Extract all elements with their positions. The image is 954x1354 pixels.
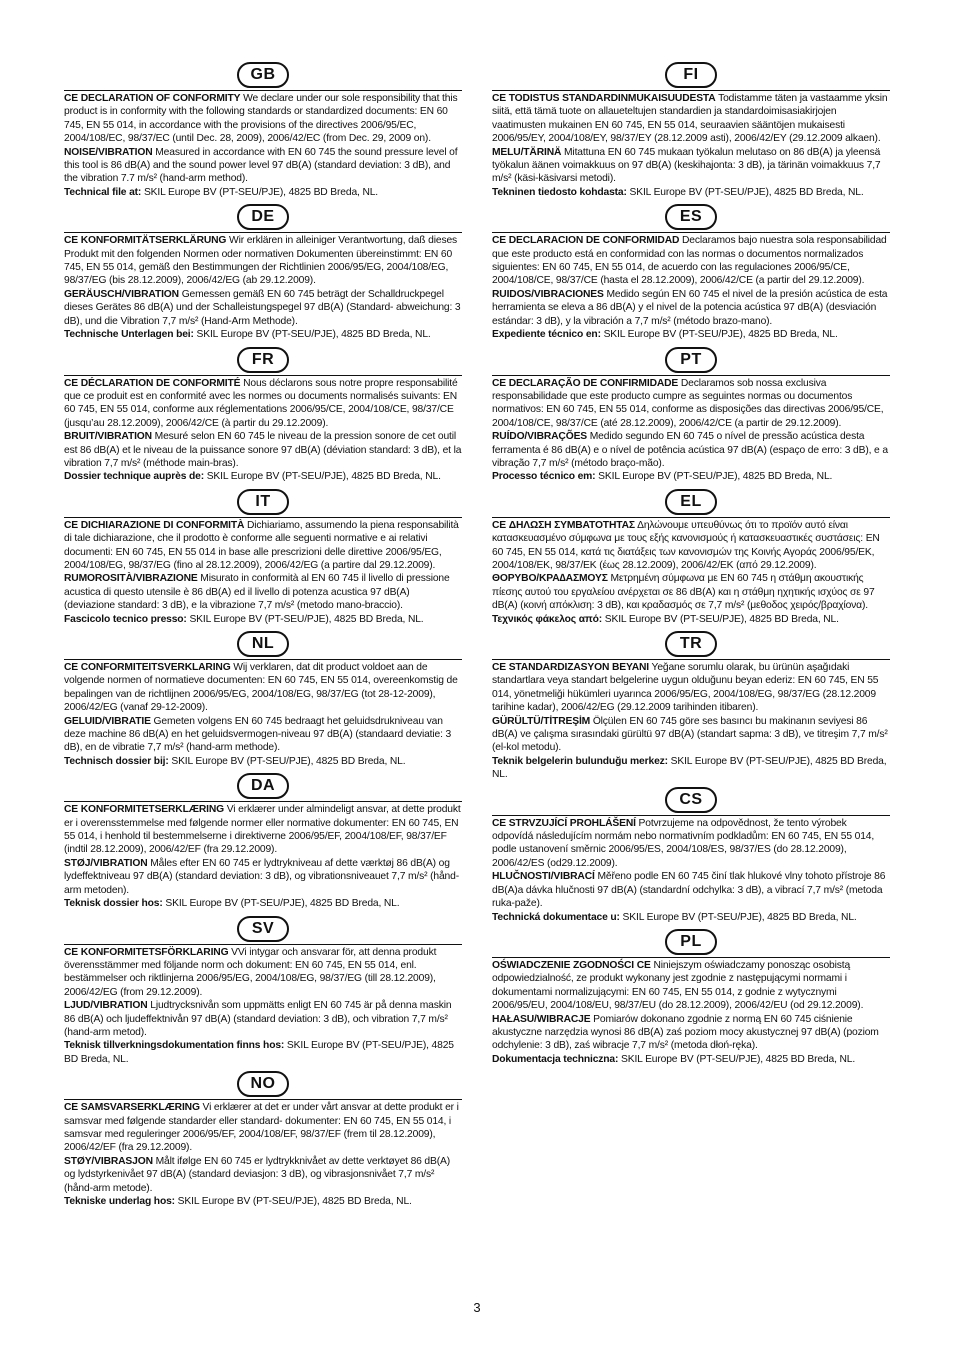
- language-badge-wrap: [492, 787, 890, 813]
- noise-vibration-text: Medido según EN 60 745 el nivel de la presión acústica de esta herramienta se eleva a 86 dB(A) y el nivel de la potencia acústica 97 dB(A) (desviación estándar: 3 dB), y la vibración a 7,7 m/s² (método brazo-mano).: [492, 288, 888, 327]
- declaration-paragraph: [492, 377, 890, 484]
- technical-file-address: SKIL Europe BV (PT-SEU/PJE), 4825 BD Breda, NL.: [165, 898, 400, 910]
- technical-file-address: SKIL Europe BV (PT-SEU/PJE), 4825 BD Breda, NL.: [143, 186, 379, 198]
- section-cs: [492, 787, 890, 924]
- noise-vibration-text: Misurato in conformità al EN 60 745 il livello di pressione acustica di questo utensile è 86 dB(A) ed il livello di potenza acustica 97 dB(A) (deviazione standard: 3 dB), e la vibrazione 7,7 m/s² (metodo mano-braccio).: [64, 573, 450, 612]
- technical-file-title: Teknik belgelerin bulunduğu merkez:: [492, 755, 668, 767]
- section-sv: [64, 916, 462, 1067]
- noise-vibration-title: GELUID/VIBRATIE: [64, 715, 151, 727]
- noise-vibration-title: RUÍDO/VIBRAÇÕES: [492, 431, 588, 443]
- noise-vibration-text: Gemessen gemäß EN 60 745 beträgt der Schalldruckpegel dieses Gerätes 86 dB(A) und der Schalleistungspegel 97 dB(A) (Standard- abweichung: 3 dB), und die Vibration 7,7 m/s² (Hand-Arm Methode).: [64, 288, 461, 327]
- technical-file-title: Technical file at:: [64, 186, 142, 198]
- technical-file-address: SKIL Europe BV (PT-SEU/PJE), 4825 BD Breda, NL.: [621, 1053, 856, 1065]
- noise-vibration-text: Medido segundo EN 60 745 o nível de pressão acústica desta ferramenta é 86 dB(A) e o nível de potência acústica 97 dB(A) (espaço de erro: 3 dB), e a vibração 7,7 m/s² (método braço-mão).: [492, 431, 888, 469]
- declaration-title: CE STRVZUJÍCÍ PROHLÁŠENÍ: [492, 817, 636, 829]
- declaration-title: CE DECLARACION DE CONFORMIDAD: [492, 235, 680, 247]
- declaration-paragraph: [64, 803, 462, 910]
- technical-file-address: SKIL Europe BV (PT-SEU/PJE), 4825 BD Breda, NL.: [629, 186, 864, 198]
- noise-vibration-text: Měřeno podle EN 60 745 činí tlak hlukové vlny tohoto přístroje 86 dB(A)a dávka hlučnosti 97 dB(A) (standardní odchylka: 3 dB), a vibrací 7,7 m/s² (metoda ruka-paže).: [492, 871, 886, 910]
- declaration-title: CE CONFORMITEITSVERKLARING: [64, 662, 231, 673]
- language-badge-wrap: [492, 489, 890, 515]
- language-code-badge: NO: [237, 1071, 289, 1097]
- language-badge-wrap: [492, 347, 890, 373]
- noise-vibration-title: RUIDOS/VIBRACIONES: [492, 288, 604, 300]
- noise-vibration-text: Pomiarów dokonano zgodnie z normą EN 60 745 ciśnienie akustyczne narzędzia wynosi 86 dB(A) zaś poziom mocy akustycznej 97 dB(A) (poziom odchylenie: 3 dB), zaś wibracje 7,7 m/s² (metoda dłoń-ręka).: [492, 1013, 879, 1052]
- section-pt: [492, 347, 890, 484]
- noise-vibration-title: NOISE/VIBRATION: [64, 146, 153, 158]
- language-code-badge: PT: [665, 347, 717, 373]
- section-divider: [64, 944, 462, 945]
- language-badge-wrap: [492, 631, 890, 657]
- language-code-badge: IT: [237, 489, 289, 515]
- declaration-text: Yeğane sorumlu olarak, bu ürünün aşağıdaki standartlara veya standart belgelerine uygun olduğunu beyan ederiz: EN 60 745, EN 55 014, yönetmeliği hükümleri uyarınca 2006/95/EG, 2004/108/EG, 98/37/EG (28.12.2009 tarihine kadar), 2006/42/EG (29.12.2009 tarihinden itibaren).: [492, 662, 879, 714]
- noise-vibration-title: STØJ/VIBRATION: [64, 857, 148, 869]
- right-column: [492, 62, 890, 1071]
- declaration-paragraph: [64, 1101, 462, 1208]
- section-divider: [492, 375, 890, 376]
- technical-file-title: Teknisk tillverkningsdokumentation finns hos:: [64, 1040, 285, 1052]
- declaration-text: Wir erklären in alleiniger Verantwortung, daß dieses Produkt mit den folgenden Normen oder normativen Dokumenten übereinstimmt: EN 60 745, EN 55 014, gemäß den Bestimmungen der Richtlinien 2006/95/EG, 2004/108/EG, 98/37/EG (bis 28.12.2009), 2006/42/EG (ab 29.12.2009).: [64, 235, 458, 287]
- technical-file-title: Technisch dossier bij:: [64, 755, 169, 767]
- declaration-paragraph: [64, 519, 462, 626]
- language-code-badge: PL: [665, 929, 717, 955]
- language-badge-wrap: [492, 204, 890, 230]
- noise-vibration-text: Ölçülen EN 60 745 göre ses basıncı bu makinanın seviyesi 86 dB(A) ve çalışma sırasındaki gürültü 97 dB(A) (standart sapma: 3 dB), ve titreşim 7,7 m/s² (el-kol metodu).: [492, 715, 888, 754]
- declaration-paragraph: [64, 234, 462, 341]
- section-divider: [492, 232, 890, 233]
- noise-vibration-title: GERÄUSCH/VIBRATION: [64, 288, 179, 300]
- section-divider: [492, 815, 890, 816]
- section-divider: [492, 957, 890, 958]
- declaration-title: CE KONFORMITÄTSERKLÄRUNG: [64, 235, 227, 247]
- language-badge-wrap: [64, 347, 462, 373]
- language-code-badge: NL: [237, 631, 289, 657]
- page-number: 3: [473, 1300, 481, 1315]
- declaration-title: CE DICHIARAZIONE DI CONFORMITÀ: [64, 519, 245, 531]
- declaration-title: CE DECLARAÇÃO DE CONFIRMIDADE: [492, 377, 679, 389]
- technical-file-address: SKIL Europe BV (PT-SEU/PJE), 4825 BD Breda, NL.: [603, 329, 838, 341]
- technical-file-title: Fascicolo tecnico presso:: [64, 613, 187, 625]
- noise-vibration-text: Measured in accordance with EN 60 745 the sound pressure level of this tool is 86 dB(A) and the sound power level 97 dB(A) (standard deviation: 3 dB), and the vibration 7.7 m/s² (hand-arm method).: [64, 146, 458, 185]
- declaration-text: Vi erklærer under almindeligt ansvar, at dette produkt er i overensstemmelse med følgende normer eller normative dokumenter: EN 60 745, EN 55 014, i henhold til bestemmelserne i direktiverne 2006/95/EF, 2004/108/EF, 98/37/EF (indtil 28.12.2009), 2006/42/EF (fra 29.12.2009).: [64, 804, 461, 856]
- section-divider: [64, 90, 462, 91]
- technical-file-address: SKIL Europe BV (PT-SEU/PJE), 4825 BD Breda, NL.: [196, 329, 431, 341]
- language-badge-wrap: [64, 489, 462, 515]
- left-column: [64, 62, 462, 1213]
- noise-vibration-text: Målt ifølge EN 60 745 er lydtrykknivået av dette verktøyet 86 dB(A) og lydstyrkenivået 97 dB(A) (standard deviasjon: 3 dB), og vibrasjonsnivået 7,7 m/s² (hånd-arm metode).: [64, 1155, 451, 1194]
- declaration-paragraph: [64, 661, 462, 768]
- declaration-title: CE ΔΗΛΩΣΗ ΣΥΜΒΑΤΟΤΗΤΑΣ: [492, 519, 635, 531]
- section-tr: [492, 631, 890, 782]
- declaration-paragraph: [492, 92, 890, 199]
- section-divider: [492, 90, 890, 91]
- language-code-badge: ES: [665, 204, 717, 230]
- language-code-badge: GB: [237, 62, 289, 88]
- technical-file-title: Tekniske underlag hos:: [64, 1196, 175, 1207]
- technical-file-address: SKIL Europe BV (PT-SEU/PJE), 4825 BD Breda, NL.: [206, 471, 441, 483]
- declaration-text: Δηλώνουμε υπευθύνως ότι το προϊόν αυτό είναι κατασκευασμένο σύμφωνα με τους εξής κανονισμούς ή κατασκευαστικές συστάσεις: EN 60 745, EN 55 014, κατά τις διατάξεις των κανονισμών της Κοινής Αγοράς 2006/95/ΕΚ, 2004/108/ΕΚ, 98/37/ΕΚ (έως 28.12.2009), 2006/42/ΕΚ (από 29.12.2009).: [492, 519, 880, 571]
- noise-vibration-text: Gemeten volgens EN 60 745 bedraagt het geluidsdrukniveau van deze machine 86 dB(A) en het geluidsvermogen-niveau 97 dB(A) (standaard deviatie: 3 dB), en de vibratie 7,7 m/s² (hand-arm methode).: [64, 715, 452, 754]
- section-divider: [64, 517, 462, 518]
- technical-file-title: Dossier technique auprès de:: [64, 471, 204, 483]
- noise-vibration-text: Måles efter EN 60 745 er lydtrykniveau af dette værktøj 86 dB(A) og lydeffektniveau 97 dB(A) (standard deviation: 3 dB), og vibrationsniveauet 7,7 m/s² (hånd-arm metoden).: [64, 857, 459, 896]
- declaration-title: CE STANDARDIZASYON BEYANI: [492, 662, 650, 673]
- noise-vibration-title: BRUIT/VIBRATION: [64, 431, 152, 443]
- declaration-paragraph: [492, 959, 890, 1066]
- technical-file-address: SKIL Europe BV (PT-SEU/PJE), 4825 BD Breda, NL.: [64, 1040, 454, 1065]
- section-divider: [64, 1099, 462, 1100]
- section-da: [64, 773, 462, 910]
- declaration-title: CE DÉCLARATION DE CONFORMITÉ: [64, 377, 241, 389]
- language-code-badge: SV: [237, 916, 289, 942]
- declaration-paragraph: [64, 946, 462, 1067]
- declaration-title: CE TODISTUS STANDARDINMUKAISUUDESTA: [492, 93, 716, 104]
- language-badge-wrap: [64, 204, 462, 230]
- declaration-text: Wij verklaren, dat dit product voldoet aan de volgende normen of normatieve documenten: EN 60 745, EN 55 014, overeenkomstig de bepalingen van de richtlijnen 2006/95/EG, 2004/108/EG, 98/37/EG (tot 28-12-2009), 2006/42/EG (vanaf 29-12-2009).: [64, 662, 458, 714]
- language-badge-wrap: [64, 916, 462, 942]
- declaration-text: Dichiariamo, assumendo la piena responsabilità di tale dichiarazione, che il prodotto è conforme alle seguenti normative e ai relativi documenti: EN 60 745, EN 55 014 in base alle prescrizioni delle direttive 2006/95/EG, 2004/108/EG, 98/37/EG (fino al 28.12.2009), 2006/42/EG (a partire dal 29.12.2009).: [64, 519, 459, 571]
- noise-vibration-text: Μετρημένη σύμφωνα με EN 60 745 η στάθμη ακουστικής πίεσης αυτού του εργαλείου ανέρχεται σε 86 dB(A) και η στάθμη ηχητικής ισχύος σε 97 dB(A) (κοινή απόκλιση: 3 dB), και κραδασμός σε 7,7 m/s² (μεθοδος χειρός/βραχίονα).: [492, 573, 875, 612]
- technical-file-title: Τεχνικός φάκελος από:: [492, 613, 603, 625]
- technical-file-address: SKIL Europe BV (PT-SEU/PJE), 4825 BD Breda, NL.: [598, 471, 833, 483]
- technical-file-address: SKIL Europe BV (PT-SEU/PJE), 4825 BD Breda, NL.: [189, 613, 424, 625]
- noise-vibration-title: STØY/VIBRASJON: [64, 1155, 153, 1167]
- declaration-paragraph: [64, 92, 462, 199]
- technical-file-title: Tekninen tiedosto kohdasta:: [492, 186, 627, 198]
- technical-file-title: Technická dokumentace u:: [492, 911, 620, 923]
- noise-vibration-title: HAŁASU/WIBRACJE: [492, 1013, 591, 1025]
- declaration-text: Nous déclarons sous notre propre responsabilité que ce produit est en conformité avec les normes ou documents normalisés suivants: EN 60 745, EN 55 014, conforme aux réglementations 2006/95/CE, 2004/108/CE, 98/37/CE (jusqu’au 28.12.2009), 2006/42/CE (à partir du 29.12.2009).: [64, 377, 458, 429]
- section-no: [64, 1071, 462, 1208]
- language-badge-wrap: [64, 62, 462, 88]
- language-badge-wrap: [64, 1071, 462, 1097]
- section-nl: [64, 631, 462, 768]
- language-code-badge: EL: [665, 489, 717, 515]
- section-pl: [492, 929, 890, 1066]
- noise-vibration-text: Mesuré selon EN 60 745 le niveau de la pression sonore de cet outil est 86 dB(A) et le niveau de la puissance sonore 97 dB(A) (déviation standard: 3 dB), et la vibration 7,7 m/s² (méthode main-bras).: [64, 431, 462, 469]
- technical-file-title: Teknisk dossier hos:: [64, 898, 163, 910]
- noise-vibration-title: MELU/TÄRINÄ: [492, 146, 562, 158]
- declaration-title: CE SAMSVARSERKLÆRING: [64, 1102, 200, 1114]
- declaration-text: Declaramos bajo nuestra sola responsabilidad que este producto está en conformidad con las normas o documentos normalizados siguientes: EN 60 745, EN 55 014, de acuerdo con las regulaciones 2006/95/CE, 2004/108/CE, 98/37/CE (hasta el 28.12.2009), 2006/42/CE (a partir del 29.12.2009).: [492, 235, 887, 287]
- declaration-text: Potvrzujeme na odpovědnost, že tento výrobek odpovídá následujícím normám nebo normativním podkladům: EN 60 745, EN 55 014, podle ustanovení směrnic 2006/95/ES, 2004/108/ES, 98/37/ES (do 28.12.2009), 2006/42/ES (od29.12.2009).: [492, 817, 875, 869]
- section-divider: [492, 517, 890, 518]
- section-es: [492, 204, 890, 341]
- section-de: [64, 204, 462, 341]
- declaration-text: Declaramos sob nossa exclusiva responsabilidade que este producto cumpre as seguintes normas ou documentos normativos: EN 60 745, EN 55 014, conforme as disposições das directivas 2006/95/CE, 2004/108/CE, 98/37/CE (até 28.12.2009), 2006/42/CE (a partir de 29.12.2009).: [492, 377, 884, 429]
- technical-file-address: SKIL Europe BV (PT-SEU/PJE), 4825 BD Breda, NL.: [622, 911, 857, 923]
- declaration-paragraph: [492, 661, 890, 782]
- section-it: [64, 489, 462, 626]
- section-divider: [64, 659, 462, 660]
- declaration-paragraph: [64, 377, 462, 484]
- section-fr: [64, 347, 462, 484]
- section-el: [492, 489, 890, 626]
- declaration-text: We declare under our sole responsibility that this product is in conformity with the following standards or standardized documents: EN 60 745, EN 55 014, in accordance with the provisions of the directives 2006/95/EC, 2004/108/EC, 98/37/EC (until Dec. 28, 2009), 2006/42/EC (from Dec. 29, 2009 on).: [64, 93, 458, 145]
- section-gb: [64, 62, 462, 199]
- language-badge-wrap: [492, 62, 890, 88]
- technical-file-title: Processo técnico em:: [492, 471, 596, 483]
- language-code-badge: DA: [237, 773, 289, 799]
- noise-vibration-title: RUMOROSITÀ/VIBRAZIONE: [64, 573, 198, 585]
- language-badge-wrap: [64, 631, 462, 657]
- language-code-badge: TR: [665, 631, 717, 657]
- language-badge-wrap: [492, 929, 890, 955]
- section-divider: [64, 232, 462, 233]
- technical-file-title: Expediente técnico en:: [492, 329, 601, 341]
- technical-file-address: SKIL Europe BV (PT-SEU/PJE), 4825 BD Breda, NL.: [604, 613, 839, 625]
- technical-file-title: Technische Unterlagen bei:: [64, 329, 194, 341]
- language-code-badge: DE: [237, 204, 289, 230]
- declaration-text: Todistamme täten ja vastaamme yksin siitä, että tämä tuote on allaueteltujen standardien ja standardoimisasiakirjojen vaatimusten mukainen EN 60 745, EN 55 014, seuraavien sääntöjen mukaisesti 2006/95/EY, 2004/108/EY, 98/37/EY (28.12.2009 asti), 2006/42/EY (29.12.2009 alkaen).: [492, 93, 888, 145]
- declaration-title: CE KONFORMITETSFÖRKLARING: [64, 946, 229, 958]
- language-code-badge: FI: [665, 62, 717, 88]
- declaration-paragraph: [492, 519, 890, 626]
- noise-vibration-text: Ljudtrycksnivån som uppmätts enligt EN 60 745 är på denna maskin 86 dB(A) och ljudeffektnivån 97 dB(A) (standard deviation: 3 dB), och vibration 7,7 m/s² (hand-arm metod).: [64, 1000, 452, 1038]
- section-divider: [64, 375, 462, 376]
- section-divider: [64, 801, 462, 802]
- section-divider: [492, 659, 890, 660]
- technical-file-address: SKIL Europe BV (PT-SEU/PJE), 4825 BD Breda, NL.: [492, 755, 887, 781]
- declaration-paragraph: [492, 234, 890, 341]
- noise-vibration-title: HLUČNOSTI/VIBRACÍ: [492, 871, 595, 883]
- language-badge-wrap: [64, 773, 462, 799]
- declaration-title: CE KONFORMITETSERKLÆRING: [64, 804, 225, 816]
- technical-file-address: SKIL Europe BV (PT-SEU/PJE), 4825 BD Breda, NL.: [171, 755, 406, 767]
- declaration-text: Vi erklærer at det er under vårt ansvar at dette produkt er i samsvar med følgende standarder eller standard- dokumenter: EN 60 745, EN 55 014, i samsvar med reguleringer 2006/95/EF, 2004/108/EF, 98/37/EF (frem til 28.12.2009), 2006/42/EF (fra 29.12.2009).: [64, 1102, 459, 1154]
- technical-file-address: SKIL Europe BV (PT-SEU/PJE), 4825 BD Breda, NL.: [177, 1196, 412, 1207]
- noise-vibration-title: GÜRÜLTÜ/TİTREŞİM: [492, 715, 591, 727]
- declaration-text: Niniejszym oświadczamy ponosząc osobistą odpowiedzialność, ze produkt wykonany jest zgodnie z następującymi normami i dokumentami normalizującymi: EN 60 745, EN 55 014, z godnie z wytycznymi 2006/95/EU, 2004/108/EU, 98/37/EU (do 28.12.2009), 2006/42/EU (od 29.12.2009).: [492, 959, 864, 1012]
- declaration-title: CE DECLARATION OF CONFORMITY: [64, 93, 241, 104]
- noise-vibration-title: LJUD/VIBRATION: [64, 1000, 148, 1012]
- declaration-text: VVi intygar och ansvarar för, att denna produkt överensstämmer med följande norm och dokument: EN 60 745, EN 55 014, enl. bestämmelser och riktlinjerna 2006/95/EG, 2004/108/EG, 98/37/EG (till 28.12.2009), 2006/42/EG (from 29.12.2009).: [64, 946, 437, 998]
- noise-vibration-title: ΘΟΡΥΒΟ/ΚΡΑ∆ΑΣΜΟΥΣ: [492, 573, 608, 585]
- declaration-paragraph: [492, 817, 890, 924]
- language-code-badge: CS: [665, 787, 717, 813]
- language-code-badge: FR: [237, 347, 289, 373]
- noise-vibration-text: Mitattuna EN 60 745 mukaan työkalun melutaso on 86 dB(A) ja yleensä työkalun äänen voimakkuus on 97 dB(A) (keskihajonta: 3 dB), ja tärinän voimakkuus 7,7 m/s² (käsi-käsivarsi metodi).: [492, 146, 881, 185]
- declaration-title: OŚWIADCZENIE ZGODNOŚCI CE: [492, 959, 651, 971]
- technical-file-title: Dokumentacja techniczna:: [492, 1053, 619, 1065]
- section-fi: [492, 62, 890, 199]
